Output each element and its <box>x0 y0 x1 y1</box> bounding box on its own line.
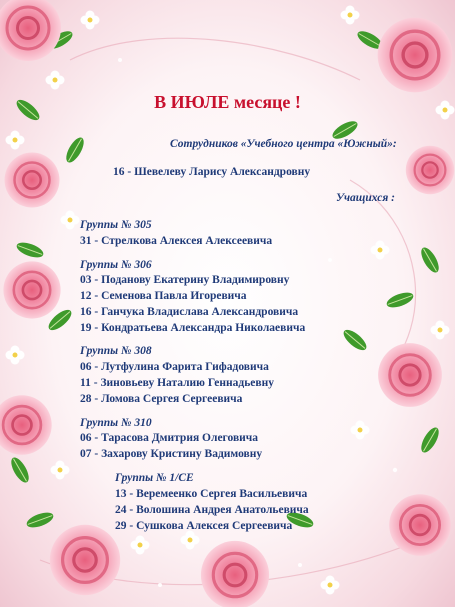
group-1ce-member: 29 - Сушкова Алексея Сергеевича <box>115 520 293 532</box>
group-310-header: Группы № 310 <box>80 417 152 429</box>
group-1ce-header: Группы № 1/СЕ <box>115 472 194 484</box>
group-306-member: 16 - Ганчука Владислава Александровича <box>80 306 299 318</box>
staff-header: Сотрудников «Учебного центра «Южный»: <box>170 138 397 150</box>
page-title: В ИЮЛЕ месяце ! <box>154 92 301 112</box>
students-header: Учащихся : <box>336 192 395 204</box>
group-1ce-member: 13 - Веремеенко Сергея Васильевича <box>115 488 308 500</box>
group-308-member: 11 - Зиновьеву Наталию Геннадьевну <box>80 377 274 389</box>
group-308-member: 06 - Лутфулина Фарита Гифадовича <box>80 361 269 373</box>
group-306-member: 12 - Семенова Павла Игоревича <box>80 290 247 302</box>
group-306-member: 19 - Кондратьева Александра Николаевича <box>80 322 306 334</box>
group-305-member: 31 - Стрелкова Алексея Алексеевича <box>80 235 273 247</box>
group-310-member: 07 - Захарову Кристину Вадимовну <box>80 448 263 460</box>
group-308-member: 28 - Ломова Сергея Сергеевича <box>80 393 243 405</box>
group-305-header: Группы № 305 <box>80 219 152 231</box>
group-306-member: 03 - Поданову Екатерину Владимировну <box>80 274 290 286</box>
group-1ce-member: 24 - Волошина Андрея Анатольевича <box>115 504 309 516</box>
group-310-member: 06 - Тарасова Дмитрия Олеговича <box>80 432 259 444</box>
group-308-header: Группы № 308 <box>80 345 152 357</box>
group-306-header: Группы № 306 <box>80 259 152 271</box>
staff-item: 16 - Шевелеву Ларису Александровну <box>113 166 311 178</box>
